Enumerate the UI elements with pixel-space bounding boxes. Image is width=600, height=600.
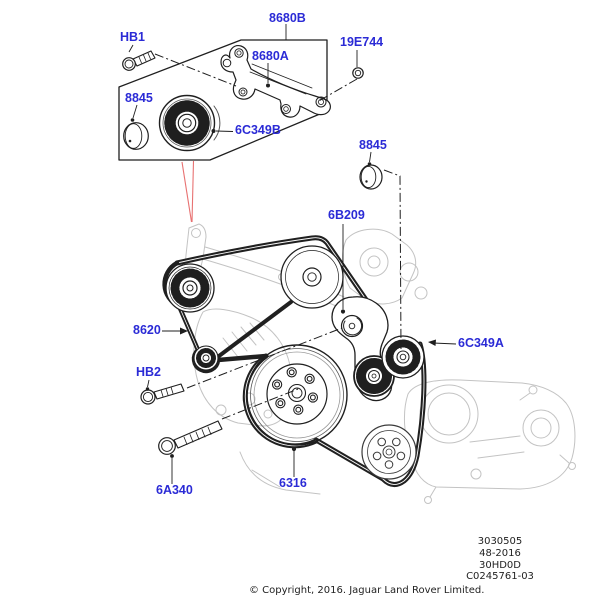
part-label-hb1[interactable]: HB1 <box>120 30 146 44</box>
part-label-6b209[interactable]: 6B209 <box>328 208 365 222</box>
part-label-8680b[interactable]: 8680B <box>269 11 306 25</box>
code-line: 48-2016 <box>479 547 521 559</box>
part-label-hb2[interactable]: HB2 <box>136 365 162 379</box>
code-line: C0245761-03 <box>466 571 534 583</box>
part-label-6c349a[interactable]: 6C349A <box>458 336 504 350</box>
part-label-8620[interactable]: 8620 <box>133 323 161 337</box>
part-label-19e744[interactable]: 19E744 <box>340 35 384 49</box>
red-locator-lines <box>182 161 194 222</box>
code-line: 3030505 <box>477 536 523 547</box>
part-label-6316[interactable]: 6316 <box>279 476 307 490</box>
part-label-8845-upper[interactable]: 8845 <box>125 91 153 105</box>
code-line: 30HD0D <box>478 559 521 571</box>
copyright-notice: © Copyright, 2016. Jaguar Land Rover Limited. <box>249 585 485 596</box>
part-label-6c349b[interactable]: 6C349B <box>235 123 281 137</box>
drawing-reference-codes <box>440 536 560 583</box>
part-label-6a340[interactable]: 6A340 <box>156 483 193 497</box>
part-label-8680a[interactable]: 8680A <box>252 49 289 63</box>
part-label-8845-right[interactable]: 8845 <box>359 138 387 152</box>
